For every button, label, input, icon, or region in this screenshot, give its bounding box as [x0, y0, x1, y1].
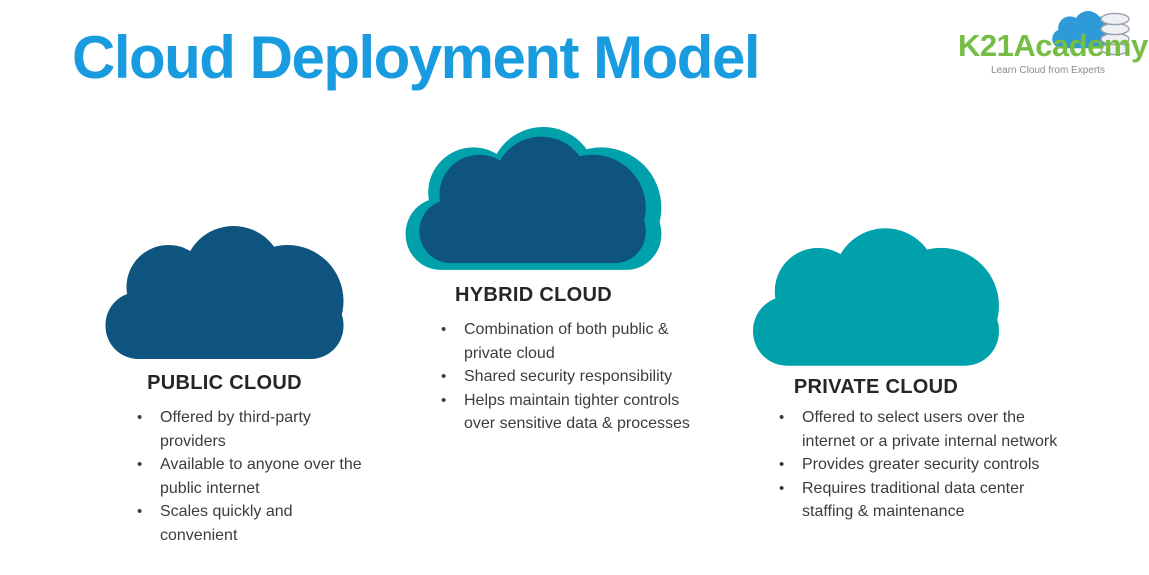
bullet-item: • Combination of both public & private cloud	[436, 318, 692, 365]
logo-wordmark: K21Academy	[958, 28, 1148, 63]
private-cloud-label: PRIVATE CLOUD	[793, 376, 959, 398]
bullet-item: • Offered by third-party providers	[132, 406, 374, 453]
logo-tagline: Learn Cloud from Experts	[991, 65, 1105, 76]
bullet-item: • Requires traditional data center staffing & maintenance	[774, 477, 1064, 524]
private-cloud-bullet-list	[774, 406, 1064, 524]
private-cloud-icon	[752, 227, 1000, 368]
bullet-item: • Available to anyone over the public internet	[132, 453, 374, 500]
public-cloud-icon	[104, 226, 345, 360]
bullet-item: • Helps maintain tighter controls over sensitive data & processes	[436, 389, 692, 436]
public-cloud-label: PUBLIC CLOUD	[147, 372, 302, 394]
brand-logo	[958, 6, 1148, 82]
page-title: Cloud Deployment Model	[72, 24, 759, 91]
hybrid-cloud-label: HYBRID CLOUD	[455, 284, 612, 306]
bullet-item: • Shared security responsibility	[436, 365, 692, 389]
bullet-item: • Offered to select users over the internet or a private internal network	[774, 406, 1064, 453]
bullet-item: • Scales quickly and convenient	[132, 500, 374, 547]
hybrid-cloud-bullet-list	[436, 318, 692, 436]
public-cloud-bullet-list	[132, 406, 374, 547]
hybrid-cloud-icon	[404, 127, 663, 271]
bullet-item: • Provides greater security controls	[774, 453, 1064, 477]
